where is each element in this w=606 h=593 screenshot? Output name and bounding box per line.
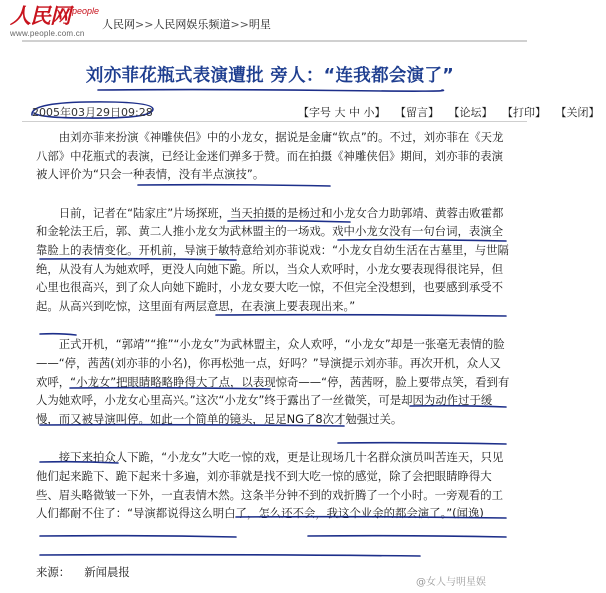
article-tools	[298, 104, 606, 120]
underline-p4d	[40, 555, 420, 556]
breadcrumb-people[interactable]: 人民网	[102, 18, 135, 31]
breadcrumb-separator: >>	[135, 18, 154, 31]
logo-url-text: www.people.com.cn	[10, 29, 85, 38]
forum-link[interactable]: 【论坛】	[448, 106, 493, 119]
article-title: 刘亦菲花瓶式表演遭批 旁人：“连我都会演了”	[85, 66, 455, 86]
source-label: 来源：	[36, 565, 71, 579]
logo-sub-text: people	[72, 6, 100, 16]
paragraph-1-text: 由刘亦菲来扮演《神雕侠侣》中的小龙女，据说是金庸“钦点”的。不过，刘亦菲在《天龙八部》中花瓶式的表演，已经让金迷们弹多于赞。而在拍摄《神雕侠侣》期间，刘亦菲的表演被人评价为“只会一种表情，没有半点演技”。	[36, 130, 504, 182]
paragraph-4-text: 接下来拍众人下跪，“小龙女”大吃一惊的戏，更是让现场几十名群众演员叫苦连天，只见他们起来跪下、跪下起来十多遍，刘亦菲就是找不到大吃一惊的感觉，除了会把眼睛睁得大些、眉头略微皱一下外，一直表情木然。这条半分钟不到的戏折腾了一个小时。一旁观看的工人们都耐不住了：“导演都说得这么明白了，怎么还不会，我这个业余的都会演了。”(闻逸)	[36, 450, 504, 521]
paragraph-3	[36, 335, 512, 428]
paragraph-1	[36, 128, 512, 184]
paragraph-2	[36, 204, 512, 316]
paragraph-4	[36, 448, 512, 522]
publish-date: 2005年03月29日09:28	[32, 106, 153, 119]
print-link[interactable]: 【打印】	[502, 106, 546, 119]
logo-text: 人民网	[10, 3, 70, 28]
source-name: 新闻晨报	[84, 565, 130, 579]
paragraph-3-text: 正式开机，“郭靖”“推”“小龙女”为武林盟主，众人欢呼，“小龙女”却是一张毫无表情的脸——“停，茜茜(刘亦菲的小名)，你再松弛一点，好吗？”导演提示刘亦菲。再次开机，众人又欢呼，“小龙女”把眼睛略略睁得大了点，以表现惊奇——“停，茜茜呀，脸上要带点笑，看到有人为她欢呼，小龙女心里高兴。”这次“小龙女”终于露出了一丝微笑，可是却因为动作过于缓慢，而又被导演叫停。如此一个简单的镜头，足足NG了8次才勉强过关。	[36, 337, 510, 426]
font-size-control[interactable]: 【字号 大 中 小】	[298, 106, 386, 119]
article-body	[36, 128, 512, 541]
article-meta-bar	[22, 103, 600, 122]
watermark: @女人与明星娱	[416, 577, 486, 588]
paragraph-2-text: 日前，记者在“陆家庄”片场探班，当天拍摄的是杨过和小龙女合力助郭靖、黄蓉击败霍都和金轮法王后，郭、黄二人推小龙女为武林盟主的一场戏。戏中小龙女没有一句台词，表演全靠脸上的表情变化。开机前，导演于敏特意给刘亦菲说戏：“小龙女自幼生活在古墓里，与世隔绝，从没有人为她欢呼，更没人向她下跪。所以，当众人欢呼时，小龙女要表现得很诧异，但心里也很高兴，到了众人向她下跪时，小龙女要大吃一惊，不但完全没想到，也要感到承受不起。从高兴到吃惊，这里面有两层意思，在表演上要表现出来。”	[36, 205, 509, 313]
breadcrumb-separator: >>	[230, 18, 249, 31]
comment-link[interactable]: 【留言】	[395, 106, 439, 119]
article-source	[36, 564, 130, 580]
breadcrumb-stars[interactable]: 明星	[248, 18, 271, 31]
breadcrumb	[102, 16, 271, 32]
breadcrumb-entertainment[interactable]: 人民网娱乐频道	[153, 18, 231, 31]
close-link[interactable]: 【关闭】	[555, 106, 600, 119]
header-divider	[22, 40, 527, 42]
people-logo[interactable]	[8, 4, 100, 40]
title-handwritten-underline	[96, 88, 444, 92]
